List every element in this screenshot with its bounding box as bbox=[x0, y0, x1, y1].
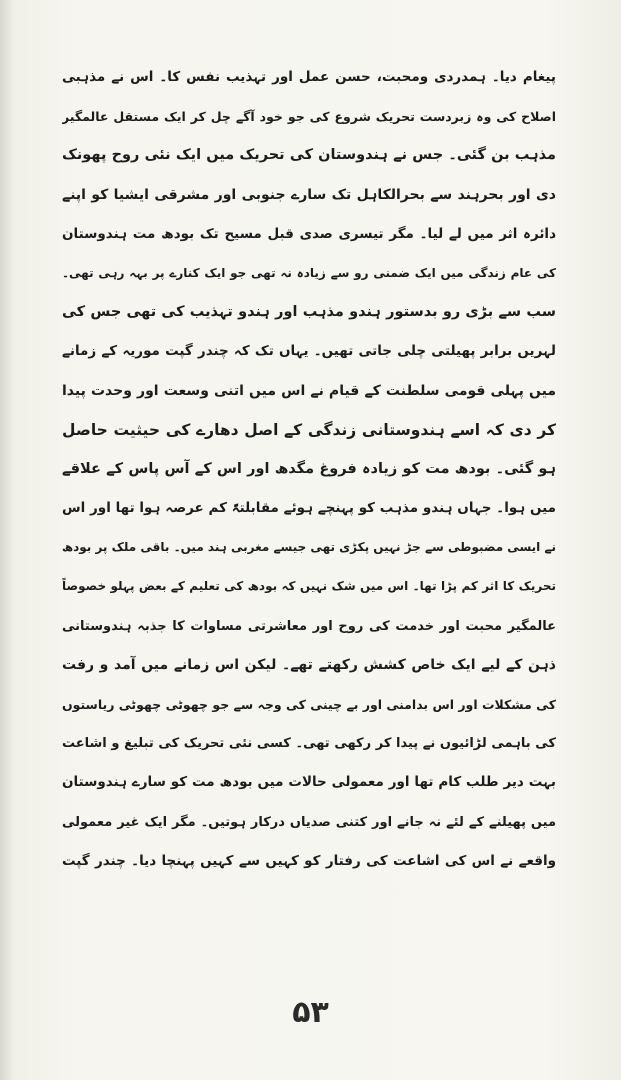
text-line: کی عام زندگی میں ایک ضمنی رو سے زیادہ نہ تھی جو ایک کنارے پر بہہ رہی تھی۔ bbox=[62, 265, 556, 280]
text-line: دی اور بحرہند سے بحرالکاہل تک سارے جنوبی اور مشرقی ایشیا کو اپنے bbox=[62, 186, 556, 203]
text-line: پیغام دیا۔ ہمدردی ومحبت، حسن عمل اور تہذیب نفس کا۔ اس نے مذہبی bbox=[62, 69, 556, 85]
page-number: ۵۳ bbox=[292, 995, 329, 1030]
text-line: واقعے نے اس کی اشاعت کی رفتار کو کہیں سے کہیں پہنچا دیا۔ چندر گپت bbox=[62, 852, 556, 869]
text-line: ذہن کے لیے ایک خاص کشش رکھتے تھے۔ لیکن اس زمانے میں آمد و رفت bbox=[62, 656, 556, 673]
text-line: نے ایسی مضبوطی سے جڑ نہیں پکڑی تھی جیسے مغربی ہند میں۔ باقی ملک پر بودھ bbox=[62, 540, 556, 555]
text-line: بہت دیر طلب کام تھا اور معمولی حالات میں بودھ مت کو سارے ہندوستان bbox=[62, 774, 556, 791]
text-line: لہریں برابر پھیلتی چلی جاتی تھیں۔ یہاں تک کہ چندر گپت موریہ کے زمانے bbox=[62, 343, 556, 360]
text-line: تحریک کا اثر کم پڑا تھا۔ اس میں شک نہیں کہ بودھ کی تعلیم کے بعض پہلو خصوصاً bbox=[62, 579, 556, 594]
text-line: میں پہلی قومی سلطنت کے قیام نے اس میں اتنی وسعت اور وحدت پیدا bbox=[62, 382, 556, 399]
text-line: دائرہ اثر میں لے لیا۔ مگر تیسری صدی قبل مسیح تک بودھ مت ہندوستان bbox=[62, 225, 556, 242]
text-line: میں ہوا۔ جہاں ہندو مذہب کو پہنچے ہوئے مقابلتہً کم عرصہ ہوا تھا اور اس bbox=[62, 500, 556, 517]
page-binding-shadow bbox=[0, 0, 14, 1080]
text-line: عالمگیر محبت اور خدمت کی روح اور معاشرتی مساوات کا جذبہ ہندوستانی bbox=[62, 618, 556, 634]
text-line: مذہب بن گئی۔ جس نے ہندوستان کی تحریک میں ایک نئی روح پھونک bbox=[62, 147, 556, 164]
text-line: اصلاح کی وہ زبردست تحریک شروع کی جو خود آگے چل کر ایک مستقل عالمگیر bbox=[62, 109, 556, 125]
body-text bbox=[62, 58, 556, 881]
text-line: سب سے بڑی رو بدستور ہندو مذہب اور ہندو تہذیب کی تھی جس کی bbox=[62, 304, 556, 321]
text-line: میں پھیلنے کے لئے نہ جانے اور کتنی صدیاں درکار ہوتیں۔ مگر ایک غیر معمولی bbox=[62, 814, 556, 830]
text-line: کر دی کہ اسے ہندوستانی زندگی کے اصل دھارے کی حیثیت حاصل bbox=[62, 420, 556, 439]
text-line: کی باہمی لڑائیوں نے پیدا کر رکھی تھی۔ کسی نئی تحریک کی تبلیغ و اشاعت bbox=[62, 736, 556, 752]
text-line: کی مشکلات اور اس بدامنی اور بے چینی کی وجہ سے جو چھوٹی چھوٹی ریاستوں bbox=[62, 697, 556, 712]
text-line: ہو گئی۔ بودھ مت کو زیادہ فروغ مگدھ اور اس کے آس پاس کے علاقے bbox=[62, 460, 556, 477]
